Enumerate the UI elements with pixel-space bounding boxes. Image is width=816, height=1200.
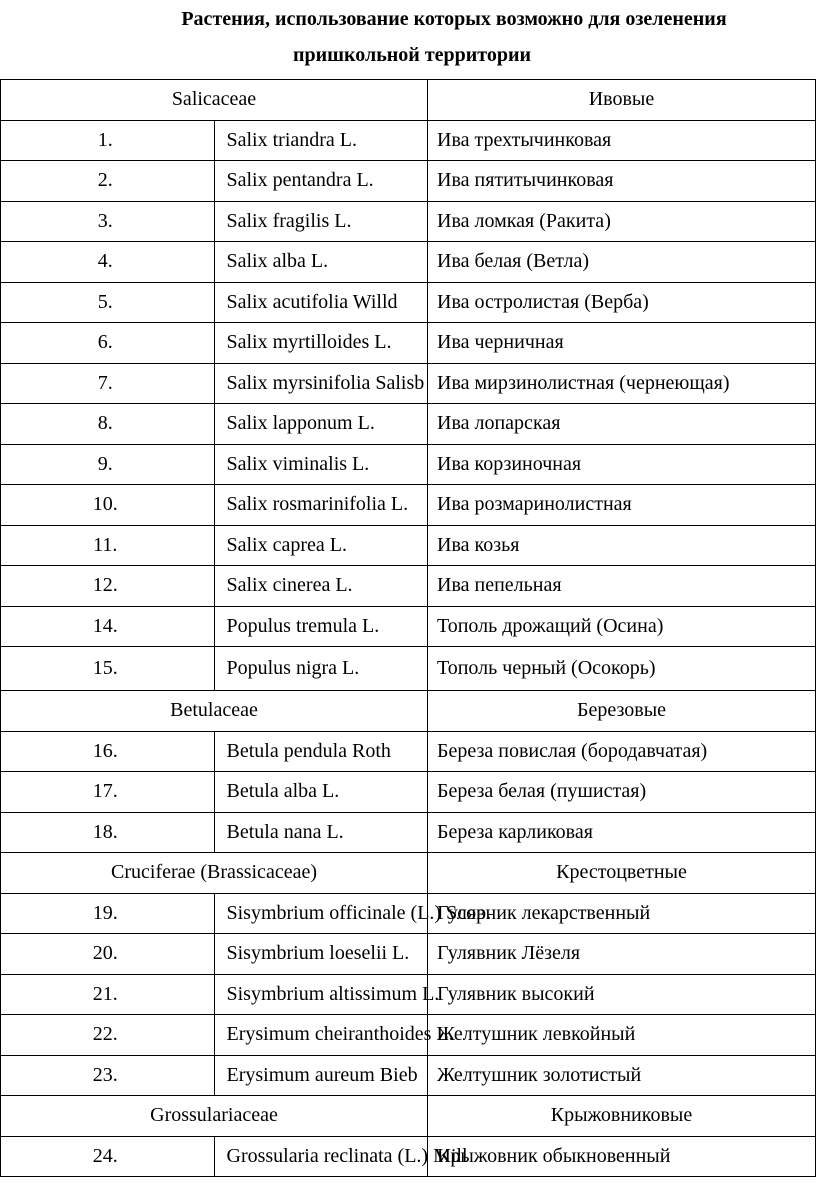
table-row xyxy=(1,566,816,607)
table-row xyxy=(1,444,816,485)
row-number: 18. xyxy=(1,812,215,853)
table-row xyxy=(1,1055,816,1096)
row-number: 6. xyxy=(1,323,215,364)
table-row xyxy=(1,606,816,647)
document-title xyxy=(0,0,816,74)
table-row xyxy=(1,934,816,975)
russian-name-cell: Береза белая (пушистая) xyxy=(428,772,816,813)
russian-name-cell: Гулявник Лёзеля xyxy=(428,934,816,975)
latin-name-cell: Betula alba L. xyxy=(214,772,428,813)
row-number: 15. xyxy=(1,647,215,691)
latin-name-cell: Salix fragilis L. xyxy=(214,201,428,242)
table-row xyxy=(1,485,816,526)
family-latin-name: Betulaceae xyxy=(1,691,428,732)
russian-name-cell: Ива ломкая (Ракита) xyxy=(428,201,816,242)
russian-name-cell: Ива лопарская xyxy=(428,404,816,445)
table-row xyxy=(1,525,816,566)
row-number: 7. xyxy=(1,363,215,404)
latin-name-cell: Populus tremula L. xyxy=(214,606,428,647)
row-number: 10. xyxy=(1,485,215,526)
latin-name-cell: Salix acutifolia Willd xyxy=(214,282,428,323)
table-row xyxy=(1,323,816,364)
family-russian-name: Крыжовниковые xyxy=(428,1096,816,1137)
row-number: 24. xyxy=(1,1136,215,1177)
row-number: 21. xyxy=(1,974,215,1015)
row-number: 16. xyxy=(1,731,215,772)
row-number: 4. xyxy=(1,242,215,283)
family-russian-name: Ивовые xyxy=(428,80,816,121)
russian-name-cell: Ива трехтычинковая xyxy=(428,120,816,161)
latin-name-cell: Sisymbrium altissimum L. xyxy=(214,974,428,1015)
plants-table xyxy=(0,79,816,1177)
russian-name-cell: Ива черничная xyxy=(428,323,816,364)
table-row xyxy=(1,1136,816,1177)
latin-name-cell: Salix lapponum L. xyxy=(214,404,428,445)
table-row xyxy=(1,812,816,853)
russian-name-cell: Ива остролистая (Верба) xyxy=(428,282,816,323)
family-header-row xyxy=(1,80,816,121)
row-number: 22. xyxy=(1,1015,215,1056)
table-row xyxy=(1,161,816,202)
row-number: 11. xyxy=(1,525,215,566)
row-number: 5. xyxy=(1,282,215,323)
table-row xyxy=(1,404,816,445)
row-number: 23. xyxy=(1,1055,215,1096)
title-line-2: пришкольной территории xyxy=(292,44,532,66)
russian-name-cell: Ива корзиночная xyxy=(428,444,816,485)
family-russian-name: Березовые xyxy=(428,691,816,732)
latin-name-cell: Salix rosmarinifolia L. xyxy=(214,485,428,526)
family-header-row xyxy=(1,1096,816,1137)
family-russian-name: Крестоцветные xyxy=(428,853,816,894)
table-row xyxy=(1,772,816,813)
table-row xyxy=(1,120,816,161)
title-line-1: Растения, использование которых возможно для озеленения xyxy=(181,8,727,30)
russian-name-cell: Ива козья xyxy=(428,525,816,566)
russian-name-cell: Крыжовник обыкновенный xyxy=(428,1136,816,1177)
latin-name-cell: Sisymbrium loeselii L. xyxy=(214,934,428,975)
table-row xyxy=(1,282,816,323)
russian-name-cell: Береза карликовая xyxy=(428,812,816,853)
russian-name-cell: Тополь черный (Осокорь) xyxy=(428,647,816,691)
russian-name-cell: Ива белая (Ветла) xyxy=(428,242,816,283)
row-number: 20. xyxy=(1,934,215,975)
row-number: 9. xyxy=(1,444,215,485)
row-number: 8. xyxy=(1,404,215,445)
latin-name-cell: Salix caprea L. xyxy=(214,525,428,566)
table-row xyxy=(1,731,816,772)
latin-name-cell: Salix myrsinifolia Salisb xyxy=(214,363,428,404)
row-number: 12. xyxy=(1,566,215,607)
russian-name-cell: Ива пятитычинковая xyxy=(428,161,816,202)
family-latin-name: Grossulariaceae xyxy=(1,1096,428,1137)
family-latin-name: Salicaceae xyxy=(1,80,428,121)
latin-name-cell: Salix pentandra L. xyxy=(214,161,428,202)
russian-name-cell: Ива розмаринолистная xyxy=(428,485,816,526)
plants-table-body xyxy=(1,80,816,1177)
russian-name-cell: Ива мирзинолистная (чернеющая) xyxy=(428,363,816,404)
row-number: 1. xyxy=(1,120,215,161)
family-header-row xyxy=(1,853,816,894)
russian-name-cell: Ива пепельная xyxy=(428,566,816,607)
table-row xyxy=(1,647,816,691)
russian-name-cell: Желтушник левкойный xyxy=(428,1015,816,1056)
latin-name-cell: Salix alba L. xyxy=(214,242,428,283)
russian-name-cell: Гулявник высокий xyxy=(428,974,816,1015)
latin-name-cell: Grossularia reclinata (L.) Mill xyxy=(214,1136,428,1177)
russian-name-cell: Желтушник золотистый xyxy=(428,1055,816,1096)
family-header-row xyxy=(1,691,816,732)
latin-name-cell: Salix viminalis L. xyxy=(214,444,428,485)
latin-name-cell: Betula pendula Roth xyxy=(214,731,428,772)
table-row xyxy=(1,974,816,1015)
table-row xyxy=(1,363,816,404)
row-number: 14. xyxy=(1,606,215,647)
table-row xyxy=(1,1015,816,1056)
latin-name-cell: Salix myrtilloides L. xyxy=(214,323,428,364)
latin-name-cell: Betula nana L. xyxy=(214,812,428,853)
row-number: 19. xyxy=(1,893,215,934)
latin-name-cell: Salix cinerea L. xyxy=(214,566,428,607)
latin-name-cell: Salix triandra L. xyxy=(214,120,428,161)
latin-name-cell: Populus nigra L. xyxy=(214,647,428,691)
latin-name-cell: Erysimum cheiranthoides L. xyxy=(214,1015,428,1056)
row-number: 17. xyxy=(1,772,215,813)
table-row xyxy=(1,201,816,242)
latin-name-cell: Erysimum aureum Bieb xyxy=(214,1055,428,1096)
russian-name-cell: Гулявник лекарственный xyxy=(428,893,816,934)
table-row xyxy=(1,893,816,934)
russian-name-cell: Тополь дрожащий (Осина) xyxy=(428,606,816,647)
russian-name-cell: Береза повислая (бородавчатая) xyxy=(428,731,816,772)
row-number: 3. xyxy=(1,201,215,242)
latin-name-cell: Sisymbrium officinale (L.) Scop. xyxy=(214,893,428,934)
row-number: 2. xyxy=(1,161,215,202)
table-row xyxy=(1,242,816,283)
family-latin-name: Cruciferae (Brassicaceae) xyxy=(1,853,428,894)
